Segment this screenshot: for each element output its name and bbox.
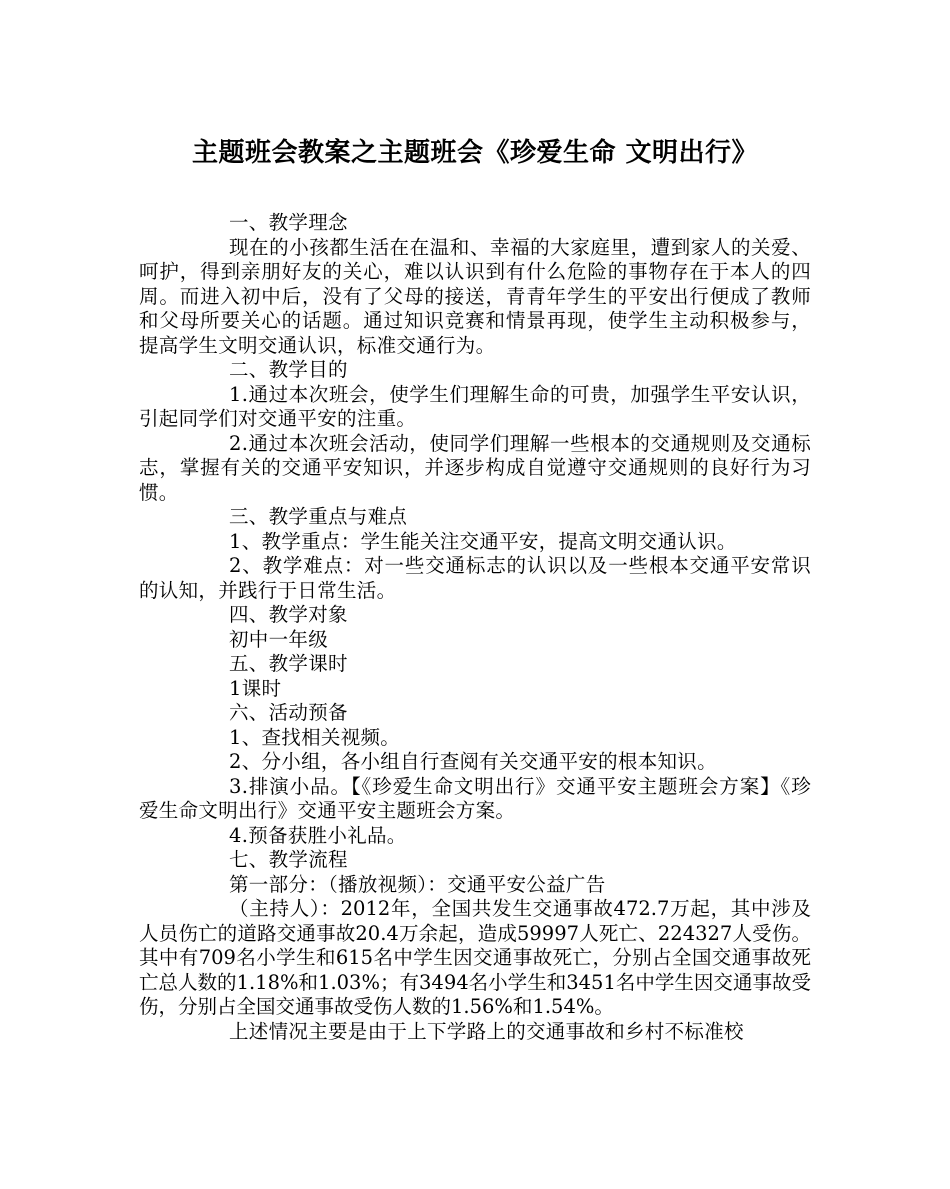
paragraph-prep-1: 1、查找相关视频。 — [229, 725, 401, 749]
paragraph-prep-2: 2、分小组，各小组自行查阅有关交通平安的根本知识。 — [229, 750, 717, 773]
section-heading-2: 二、教学目的 — [229, 358, 348, 381]
paragraph-key-point: 1、教学重点：学生能关注交通平安，提高文明交通认识。 — [229, 529, 737, 553]
paragraph-difficult-point: 2、教学难点：对一些交通标志的认识以及一些根本交通平安常识的认知，并践行于日常生活。 — [139, 554, 811, 602]
section-heading-7: 七、教学流程 — [229, 848, 348, 871]
paragraph-audience: 初中一年级 — [229, 627, 329, 651]
document-title: 主题班会教案之主题班会《珍爱生命 文明出行》 — [191, 138, 759, 168]
paragraph-part-one: 第一部分：（播放视频）：交通平安公益广告 — [229, 872, 606, 896]
paragraph-objective-2: 2.通过本次班会活动，使同学们理解一些根本的交通规则及交通标志，掌握有关的交通平安知识，并逐步构成自觉遵守交通规则的良好行为习惯。 — [139, 431, 811, 504]
section-heading-3: 三、教学重点与难点 — [229, 505, 408, 528]
section-heading-1: 一、教学理念 — [229, 211, 348, 234]
section-heading-6: 六、活动预备 — [229, 701, 348, 724]
section-heading-5: 五、教学课时 — [229, 652, 348, 675]
paragraph-prep-3: 3.排演小品。【《珍爱生命文明出行》交通平安主题班会方案】《珍爱生命文明出行》交通平安主题班会方案。 — [139, 774, 811, 822]
paragraph-prep-4: 4.预备获胜小礼品。 — [229, 823, 407, 847]
paragraph-class-hours: 1课时 — [229, 676, 282, 700]
paragraph-summary: 上述情况主要是由于上下学路上的交通事故和乡村不标准校 — [229, 1019, 744, 1043]
section-heading-4: 四、教学对象 — [229, 603, 348, 626]
paragraph-philosophy: 现在的小孩都生活在在温和、幸福的大家庭里，遭到家人的关爱、呵护，得到亲朋好友的关心，难以认识到有什么危险的事物存在于本人的四周。而进入初中后，没有了父母的接送，青青年学生的平安出行便成了教师和父母所要关心的话题。通过知识竞赛和情景再现，使学生主动积极参与，提高学生文明交通认识，标准交通行为。 — [139, 235, 811, 357]
paragraph-host-statistics: （主持人）：2012年，全国共发生交通事故472.7万起，其中涉及人员伤亡的道路交通事故20.4万余起，造成59997人死亡、224327人受伤。其中有709名小学生和615名中学生因交通事故死亡，分别占全国交通事故死亡总人数的1.18%和1.03%；有3494名小学生和3451名中学生因交通事故受伤，分别占全国交通事故受伤人数的1.56%和1.54%。 — [139, 897, 811, 1018]
paragraph-objective-1: 1.通过本次班会，使学生们理解生命的可贵，加强学生平安认识，引起同学们对交通平安的注重。 — [139, 382, 811, 430]
document-body — [139, 211, 811, 1044]
